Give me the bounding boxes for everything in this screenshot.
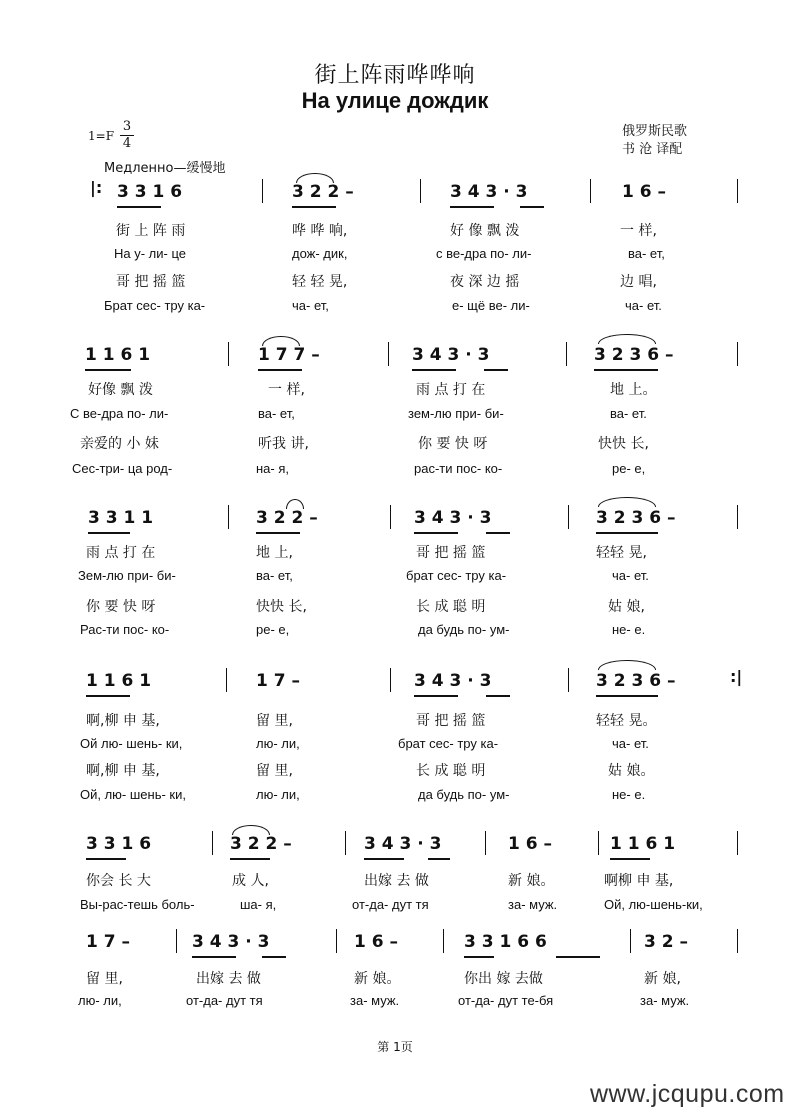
lyric-line: 出嫁 去 做 [364, 873, 429, 889]
lyric-line: лю- ли, [256, 736, 300, 751]
notes-measure: 3 3 1 1 [88, 508, 154, 528]
lyric-line: 轻 轻 晃, [292, 274, 348, 290]
lyric-line: 留 里, [256, 713, 293, 729]
lyric-line: лю- ли, [78, 993, 122, 1008]
barline [212, 831, 213, 855]
lyric-line: 快快 长, [598, 436, 649, 452]
beam-underline [230, 858, 270, 860]
lyric-line: 亲爱的 小 妹 [80, 436, 159, 452]
lyric-line: Ой лю- шень- ки, [80, 736, 183, 751]
notes-measure: 3 4 3 · 3 [414, 671, 492, 691]
lyric-line: 哗 哗 响, [292, 223, 348, 239]
lyric-line: 成 人, [232, 873, 269, 889]
lyric-line: ча- ет. [612, 568, 649, 583]
beam-underline [486, 695, 510, 697]
notes-measure: 3 2 2 – [256, 508, 318, 528]
tie-slur [598, 497, 656, 507]
lyric-line: 你会 长 大 [86, 873, 151, 889]
lyric-line: Вы-рас-тешь боль- [80, 897, 195, 912]
lyric-line: рас-ти пос- ко- [414, 461, 503, 476]
lyric-line: 哥 把 摇 篮 [416, 713, 486, 729]
lyric-line: 哥 把 摇 篮 [116, 274, 186, 290]
tempo-marking: Медленно—缓慢地 [104, 161, 226, 176]
barline [737, 929, 738, 953]
barline [566, 342, 567, 366]
credits [622, 123, 687, 159]
page-number: 第 1页 [377, 1040, 413, 1054]
tie-slur [598, 334, 656, 344]
beam-underline [414, 695, 458, 697]
lyric-line: дож- дик, [292, 246, 348, 261]
lyric-line: 啊,柳 申 基, [86, 763, 160, 779]
notes-measure: 3 2 – [644, 932, 688, 952]
beam-underline [556, 956, 600, 958]
lyric-line: на- я, [256, 461, 290, 476]
lyric-line: с ве-дра по- ли- [436, 246, 532, 261]
lyric-line: ре- е, [256, 622, 290, 637]
barline [737, 342, 738, 366]
lyric-line: ре- е, [612, 461, 646, 476]
lyric-line: 留 里, [256, 763, 293, 779]
lyric-line: 留 里, [86, 971, 123, 987]
beam-underline [464, 956, 494, 958]
barline [226, 668, 227, 692]
lyric-line: 一 样, [268, 382, 305, 398]
beam-underline [486, 532, 510, 534]
beam-underline [364, 858, 404, 860]
barline [262, 179, 263, 203]
song-title-russian: На улице дождик [301, 88, 489, 113]
lyric-line: за- муж. [640, 993, 690, 1008]
barline [630, 929, 631, 953]
beam-underline [86, 858, 126, 860]
lyric-line: 长 成 聪 明 [416, 763, 486, 779]
watermark: www.jcqupu.com [590, 1080, 785, 1108]
notes-measure: 3 3 1 6 [117, 182, 183, 202]
notes-measure: 1 7 – [256, 671, 300, 691]
barline [345, 831, 346, 855]
lyric-line: е- щё ве- ли- [452, 298, 530, 313]
lyric-line: 长 成 聪 明 [416, 599, 486, 615]
beam-underline [596, 695, 658, 697]
barline [598, 831, 599, 855]
barline [737, 505, 738, 529]
lyric-line: Сес-три- ца род- [72, 461, 173, 476]
beam-underline [256, 532, 300, 534]
barline [737, 831, 738, 855]
lyric-line: 出嫁 去 做 [196, 971, 261, 987]
notes-measure: 3 4 3 · 3 [364, 834, 442, 854]
lyric-line: 你出 嫁 去做 [464, 971, 543, 987]
barline [443, 929, 444, 953]
lyric-line: 新 娘。 [354, 971, 401, 987]
lyric-line: 一 样, [620, 223, 657, 239]
barline [568, 668, 569, 692]
barline [420, 179, 421, 203]
song-title-chinese: 街上阵雨哗哗响 [314, 63, 476, 88]
lyric-line: Ой, лю-шень-ки, [604, 897, 703, 912]
lyric-line: 你 要 快 呀 [418, 436, 488, 452]
beam-underline [262, 956, 286, 958]
repeat-start-sign: |: [90, 178, 103, 197]
barline [176, 929, 177, 953]
barline [390, 505, 391, 529]
credit-origin: 俄罗斯民歌 [622, 124, 688, 139]
beam-underline [414, 532, 458, 534]
lyric-line: ва- ет, [256, 568, 293, 583]
beam-underline [596, 532, 658, 534]
lyric-line: от-да- дут те-бя [458, 993, 554, 1008]
notes-measure: 3 4 3 · 3 [192, 932, 270, 952]
lyric-line: 听我 讲, [258, 436, 309, 452]
lyric-line: 轻轻 晃。 [596, 713, 657, 729]
time-signature-bottom: 4 [120, 135, 134, 152]
beam-underline [86, 695, 130, 697]
barline [568, 505, 569, 529]
barline [485, 831, 486, 855]
lyric-line: 啊柳 申 基, [604, 873, 674, 889]
beam-underline [610, 858, 650, 860]
barline [737, 179, 738, 203]
lyric-line: брат сес- тру ка- [406, 568, 507, 583]
beam-underline [428, 858, 450, 860]
notes-measure: 1 7 – [86, 932, 130, 952]
lyric-line: 快快 长, [256, 599, 307, 615]
lyric-line: 好像 飘 泼 [88, 382, 153, 398]
notes-measure: 3 2 3 6 – [596, 508, 676, 528]
beam-underline [258, 369, 302, 371]
lyric-line: не- е. [612, 622, 646, 637]
lyric-line: 新 娘。 [508, 873, 555, 889]
notes-measure: 1 7 7 – [258, 345, 320, 365]
notes-measure: 1 6 – [354, 932, 398, 952]
lyric-line: ва- ет, [628, 246, 665, 261]
beam-underline [520, 206, 544, 208]
beam-underline [88, 532, 130, 534]
lyric-line: за- муж. [350, 993, 400, 1008]
key-signature: 1=F [88, 129, 115, 143]
lyric-line: 姑 娘, [608, 599, 645, 615]
notes-measure: 3 4 3 · 3 [450, 182, 528, 202]
lyric-line: ва- ет. [610, 406, 647, 421]
lyric-line: Брат сес- тру ка- [104, 298, 206, 313]
lyric-line: На у- ли- це [114, 246, 186, 261]
credit-translator: 书 沧 译配 [622, 142, 683, 157]
lyric-line: С ве-дра по- ли- [70, 406, 169, 421]
notes-measure: 3 3 1 6 [86, 834, 152, 854]
notes-measure: 3 4 3 · 3 [414, 508, 492, 528]
lyric-line: ша- я, [240, 897, 277, 912]
tie-slur [598, 660, 656, 670]
lyric-line: 好 像 飘 泼 [450, 223, 520, 239]
lyric-line: не- е. [612, 787, 646, 802]
notes-measure: 3 2 2 – [230, 834, 292, 854]
repeat-end-sign: :| [730, 667, 743, 686]
beam-underline [85, 369, 131, 371]
lyric-line: ва- ет, [258, 406, 295, 421]
lyric-line: Зем-лю при- би- [78, 568, 176, 583]
lyric-line: за- муж. [508, 897, 558, 912]
notes-measure: 3 4 3 · 3 [412, 345, 490, 365]
lyric-line: 新 娘, [644, 971, 681, 987]
lyric-line: ча- ет. [625, 298, 662, 313]
lyric-line: лю- ли, [256, 787, 300, 802]
notes-measure: 3 3 1 6 6 [464, 932, 547, 952]
barline [336, 929, 337, 953]
lyric-line: 哥 把 摇 篮 [416, 545, 486, 561]
notes-measure: 3 2 3 6 – [596, 671, 676, 691]
lyric-line: 啊,柳 申 基, [86, 713, 160, 729]
lyric-line: 街 上 阵 雨 [116, 223, 186, 239]
notes-measure: 1 1 6 1 [86, 671, 152, 691]
beam-underline [117, 206, 161, 208]
barline [228, 505, 229, 529]
notes-measure: 1 6 – [622, 182, 666, 202]
lyric-line: да будь по- ум- [418, 622, 510, 637]
lyric-line: 地 上。 [610, 382, 657, 398]
lyric-line: 姑 娘。 [608, 763, 655, 779]
barline [228, 342, 229, 366]
beam-underline [450, 206, 494, 208]
lyric-line: Ой, лю- шень- ки, [80, 787, 186, 802]
lyric-line: 你 要 快 呀 [86, 599, 156, 615]
lyric-line: зем-лю при- би- [408, 406, 504, 421]
beam-underline [412, 369, 456, 371]
lyric-line: 夜 深 边 摇 [450, 274, 520, 290]
notes-measure: 3 2 2 – [292, 182, 354, 202]
lyric-line: ча- ет. [612, 736, 649, 751]
barline [390, 668, 391, 692]
beam-underline [484, 369, 508, 371]
notes-measure: 1 1 6 1 [610, 834, 676, 854]
lyric-line: Рас-ти пос- ко- [80, 622, 170, 637]
barline [590, 179, 591, 203]
lyric-line: да будь по- ум- [418, 787, 510, 802]
lyric-line: от-да- дут тя [186, 993, 263, 1008]
beam-underline [292, 206, 336, 208]
lyric-line: 雨 点 打 在 [86, 545, 156, 561]
notes-measure: 3 2 3 6 – [594, 345, 674, 365]
notes-measure: 1 1 6 1 [85, 345, 151, 365]
lyric-line: 地 上, [256, 545, 293, 561]
lyric-line: брат сес- тру ка- [398, 736, 499, 751]
time-signature [120, 119, 134, 152]
lyric-line: 边 唱, [620, 274, 657, 290]
lyric-line: от-да- дут тя [352, 897, 429, 912]
beam-underline [594, 369, 658, 371]
lyric-line: 雨 点 打 在 [416, 382, 486, 398]
barline [388, 342, 389, 366]
notes-measure: 1 6 – [508, 834, 552, 854]
time-signature-top: 3 [122, 119, 132, 134]
lyric-line: 轻轻 晃, [596, 545, 647, 561]
lyric-line: ча- ет, [292, 298, 329, 313]
beam-underline [192, 956, 236, 958]
